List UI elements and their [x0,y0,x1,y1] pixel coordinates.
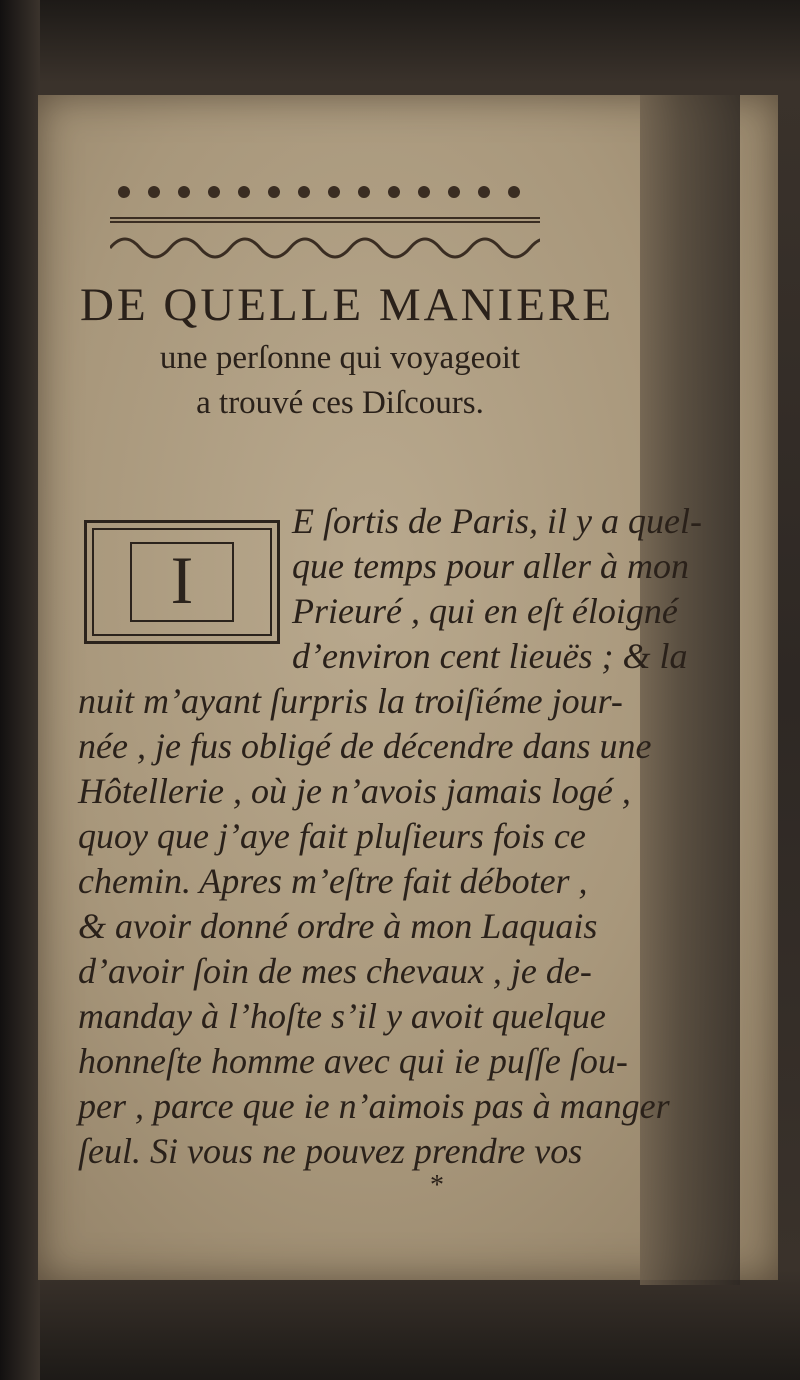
body-line-15: ſeul. Si vous ne pouvez prendre vos [78,1131,583,1171]
body-line-10: & avoir donné ordre à mon Laquais [78,906,598,946]
body-line-5: nuit m’ayant ſurpris la troiſiéme jour- [78,681,623,721]
body-line-4: d’environ cent lieuës ; & la [292,636,688,676]
chapter-title: DE QUELLE MANIERE [80,279,614,331]
body-line-7: Hôtellerie , où je n’avois jamais logé , [78,771,631,811]
body-line-14: per , parce que ie n’aimois pas à manger [78,1086,670,1126]
body-line-3: Prieuré , qui en eſt éloigné [292,591,678,631]
book-left-edge [0,0,40,1380]
drop-cap-initial [84,520,280,644]
signature-mark: * [430,1170,444,1201]
body-line-12: manday à l’hoſte s’il y avoit quelque [78,996,606,1036]
chapter-subtitle-line-1: une perſonne qui voyageoit [159,340,521,376]
body-line-9: chemin. Apres m’eſtre fait déboter , [78,861,588,901]
body-line-13: honneſte homme avec qui ie puſſe ſou- [78,1041,628,1081]
body-line-11: d’avoir ſoin de mes chevaux , je de- [78,951,592,991]
ornament-band-icon [110,178,540,260]
body-line-8: quoy que j’aye fait pluſieurs fois ce [78,816,586,856]
body-line-1: E ſortis de Paris, il y a quel- [292,501,702,541]
drop-cap-letter: I [170,541,194,618]
chapter-subtitle-line-2: a trouvé ces Diſcours. [196,385,484,421]
body-line-2: que temps pour aller à mon [292,546,689,586]
body-line-6: née , je fus obligé de décendre dans une [78,726,652,766]
